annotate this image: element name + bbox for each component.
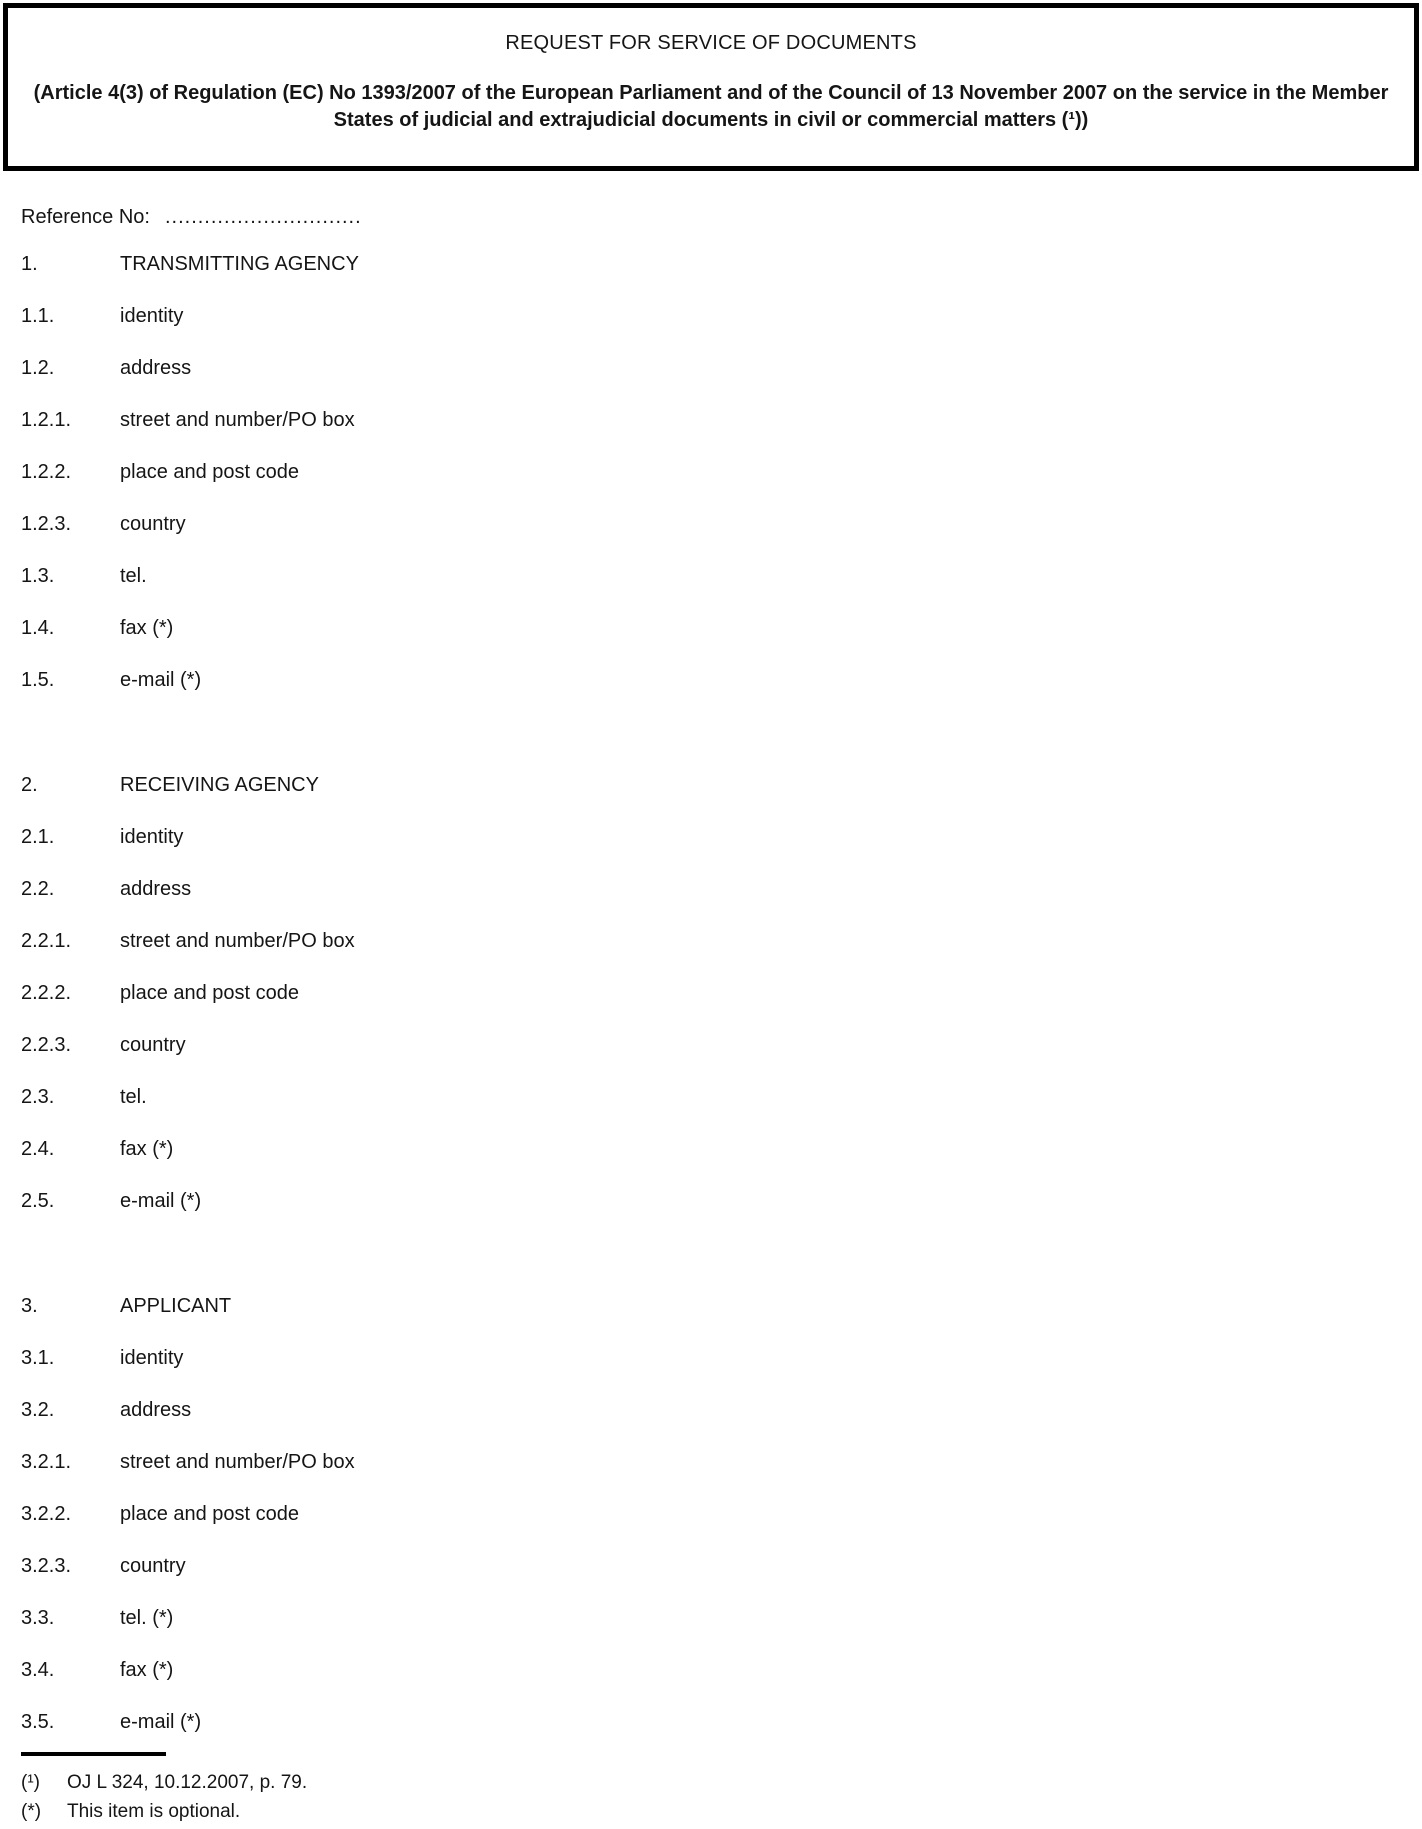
item-number: 3.2.1.	[21, 1451, 72, 1473]
item-number: 2.2.2.	[21, 982, 72, 1004]
form-item-row	[21, 1137, 1404, 1189]
form-item-row	[21, 877, 1404, 929]
form-body	[21, 205, 1404, 1762]
item-label: address	[120, 878, 192, 900]
item-label: identity	[120, 826, 184, 848]
item-label: place and post code	[120, 982, 300, 1004]
item-label: e-mail (*)	[120, 669, 202, 691]
form-item-row	[21, 356, 1404, 408]
item-number: 1.2.3.	[21, 513, 72, 535]
item-label: place and post code	[120, 1503, 300, 1525]
item-number: 1.5.	[21, 669, 55, 691]
reference-dotted-leader: ..............................	[164, 206, 362, 228]
item-number: 1.1.	[21, 305, 55, 327]
reference-line	[21, 205, 1404, 229]
item-label: place and post code	[120, 461, 300, 483]
form-item-row	[21, 981, 1404, 1033]
item-number: 2.5.	[21, 1190, 55, 1212]
reference-label: Reference No:	[21, 206, 150, 228]
form-section	[21, 252, 1404, 720]
form-item-row	[21, 616, 1404, 668]
form-item-row	[21, 825, 1404, 877]
item-number: 2.	[21, 774, 38, 796]
footnotes	[21, 1752, 1404, 1829]
document-title: REQUEST FOR SERVICE OF DOCUMENTS	[505, 32, 917, 54]
item-label: country	[120, 513, 186, 535]
item-number: 2.2.	[21, 878, 55, 900]
form-item-row	[21, 460, 1404, 512]
form-item-row	[21, 668, 1404, 720]
document-subtitle: (Article 4(3) of Regulation (EC) No 1393/2007 of the European Parliament and of the Council of 13 November 2007 on the service in the Member States of judicial and extrajudicial documents in civil or commercial matters (¹))	[33, 82, 1389, 131]
form-item-row	[21, 1658, 1404, 1710]
item-label: identity	[120, 1347, 184, 1369]
item-label: TRANSMITTING AGENCY	[120, 253, 359, 275]
item-label: tel.	[120, 565, 147, 587]
footnote-row	[21, 1800, 1404, 1824]
form-item-row	[21, 1033, 1404, 1085]
footnote-text: OJ L 324, 10.12.2007, p. 79.	[67, 1772, 308, 1793]
item-number: 3.2.2.	[21, 1503, 72, 1525]
item-label: e-mail (*)	[120, 1711, 202, 1733]
footnote-text: This item is optional.	[67, 1801, 241, 1822]
item-label: fax (*)	[120, 1138, 174, 1160]
form-item-row	[21, 408, 1404, 460]
item-label: address	[120, 357, 192, 379]
item-label: country	[120, 1555, 186, 1577]
form-item-row	[21, 773, 1404, 825]
item-label: street and number/PO box	[120, 1451, 355, 1473]
item-label: fax (*)	[120, 617, 174, 639]
form-item-row	[21, 1450, 1404, 1502]
item-label: tel. (*)	[120, 1607, 174, 1629]
form-item-row	[21, 1502, 1404, 1554]
item-label: e-mail (*)	[120, 1190, 202, 1212]
item-number: 1.2.1.	[21, 409, 72, 431]
item-label: APPLICANT	[120, 1295, 232, 1317]
document-header-box	[3, 3, 1419, 171]
item-number: 2.2.1.	[21, 930, 72, 952]
item-number: 3.1.	[21, 1347, 55, 1369]
item-number: 1.3.	[21, 565, 55, 587]
item-label: address	[120, 1399, 192, 1421]
item-number: 3.3.	[21, 1607, 55, 1629]
form-item-row	[21, 512, 1404, 564]
form-item-row	[21, 564, 1404, 616]
item-label: tel.	[120, 1086, 147, 1108]
item-label: street and number/PO box	[120, 930, 355, 952]
form-item-row	[21, 1294, 1404, 1346]
form-item-row	[21, 1189, 1404, 1241]
form-section	[21, 773, 1404, 1241]
item-number: 3.4.	[21, 1659, 55, 1681]
item-number: 1.	[21, 253, 38, 275]
footnote-row	[21, 1771, 1404, 1795]
form-item-row	[21, 1554, 1404, 1606]
form-item-row	[21, 252, 1404, 304]
footnote-separator-rule	[21, 1752, 166, 1756]
item-number: 3.2.3.	[21, 1555, 72, 1577]
item-number: 3.	[21, 1295, 38, 1317]
item-label: fax (*)	[120, 1659, 174, 1681]
item-number: 3.2.	[21, 1399, 55, 1421]
item-label: identity	[120, 305, 184, 327]
items-list	[21, 252, 1404, 1762]
form-item-row	[21, 1606, 1404, 1658]
footnotes-list	[21, 1771, 1404, 1824]
form-section	[21, 1294, 1404, 1762]
item-number: 1.2.2.	[21, 461, 72, 483]
item-number: 1.2.	[21, 357, 55, 379]
item-label: RECEIVING AGENCY	[120, 774, 319, 796]
item-label: street and number/PO box	[120, 409, 355, 431]
form-item-row	[21, 1346, 1404, 1398]
item-number: 3.5.	[21, 1711, 55, 1733]
form-item-row	[21, 304, 1404, 356]
footnote-marker: (¹)	[21, 1772, 40, 1793]
form-item-row	[21, 1398, 1404, 1450]
form-item-row	[21, 929, 1404, 981]
item-number: 2.2.3.	[21, 1034, 72, 1056]
item-number: 1.4.	[21, 617, 55, 639]
item-number: 2.1.	[21, 826, 55, 848]
item-number: 2.4.	[21, 1138, 55, 1160]
form-item-row	[21, 1085, 1404, 1137]
item-number: 2.3.	[21, 1086, 55, 1108]
item-label: country	[120, 1034, 186, 1056]
footnote-marker: (*)	[21, 1801, 42, 1822]
